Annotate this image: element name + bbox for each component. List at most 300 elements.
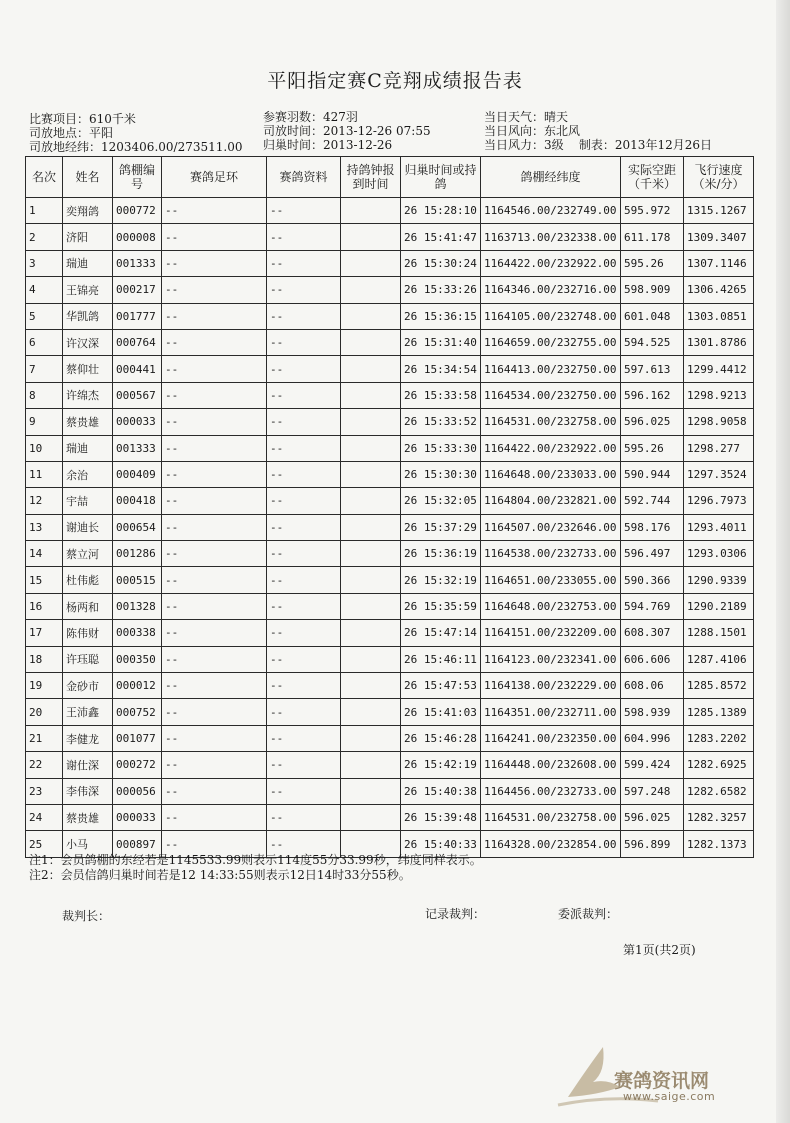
cell-clock-time (341, 488, 401, 514)
cell-distance: 596.162 (621, 382, 684, 408)
cell-rank: 5 (26, 303, 63, 329)
cell-loft-coords: 1164422.00/232922.00 (481, 435, 621, 461)
cell-rank: 20 (26, 699, 63, 725)
cell-clock-time (341, 620, 401, 646)
cell-pigeon-info: -- (267, 329, 341, 355)
cell-distance: 594.525 (621, 329, 684, 355)
cell-distance: 596.025 (621, 804, 684, 830)
cell-name: 陈伟财 (63, 620, 113, 646)
cell-return-time: 26 15:33:26 (401, 277, 481, 303)
cell-loft-id: 000033 (113, 804, 162, 830)
cell-speed: 1306.4265 (684, 277, 754, 303)
table-row (26, 198, 754, 224)
cell-clock-time (341, 725, 401, 751)
table-row (26, 620, 754, 646)
cell-loft-id: 000654 (113, 514, 162, 540)
cell-name: 奕翔鸽 (63, 198, 113, 224)
cell-distance: 596.899 (621, 831, 684, 857)
page-number: 第1页(共2页) (623, 943, 696, 957)
cell-clock-time (341, 382, 401, 408)
cell-loft-id: 000772 (113, 198, 162, 224)
cell-distance: 606.606 (621, 646, 684, 672)
cell-return-time: 26 15:36:15 (401, 303, 481, 329)
cell-clock-time (341, 224, 401, 250)
cell-loft-id: 000033 (113, 409, 162, 435)
cell-distance: 598.909 (621, 277, 684, 303)
cell-rank: 4 (26, 277, 63, 303)
footnotes (29, 853, 482, 883)
cell-pigeon-info: -- (267, 831, 341, 857)
cell-speed: 1293.4011 (684, 514, 754, 540)
cell-name: 谢迪长 (63, 514, 113, 540)
meta-event: 比赛项目：610千米 (29, 112, 136, 126)
cell-speed: 1309.3407 (684, 224, 754, 250)
cell-loft-coords: 1164648.00/233033.00 (481, 461, 621, 487)
meta-entries: 参赛羽数：427羽 (263, 110, 358, 124)
cell-speed: 1285.8572 (684, 673, 754, 699)
cell-loft-coords: 1164241.00/232350.00 (481, 725, 621, 751)
column-header: 持鸽钟报到时间 (341, 157, 401, 198)
cell-name: 蔡贵雄 (63, 409, 113, 435)
table-row (26, 303, 754, 329)
cell-distance: 595.972 (621, 198, 684, 224)
cell-pigeon-info: -- (267, 277, 341, 303)
cell-loft-coords: 1164507.00/232646.00 (481, 514, 621, 540)
cell-ring: -- (162, 673, 267, 699)
meta-made-date: 制表：2013年12月26日 (578, 138, 712, 152)
cell-name: 谢仕深 (63, 752, 113, 778)
cell-rank: 6 (26, 329, 63, 355)
cell-name: 华凯鸽 (63, 303, 113, 329)
cell-loft-id: 000350 (113, 646, 162, 672)
cell-ring: -- (162, 382, 267, 408)
cell-return-time: 26 15:40:33 (401, 831, 481, 857)
cell-ring: -- (162, 804, 267, 830)
cell-loft-id: 000764 (113, 329, 162, 355)
cell-pigeon-info: -- (267, 514, 341, 540)
cell-clock-time (341, 567, 401, 593)
cell-return-time: 26 15:46:28 (401, 725, 481, 751)
cell-clock-time (341, 329, 401, 355)
cell-speed: 1296.7973 (684, 488, 754, 514)
column-header: 鸽棚经纬度 (481, 157, 621, 198)
cell-rank: 24 (26, 804, 63, 830)
column-header: 归巢时间或持鸽 (401, 157, 481, 198)
cell-name: 蔡仰壮 (63, 356, 113, 382)
cell-loft-id: 001333 (113, 250, 162, 276)
results-table (25, 156, 754, 858)
cell-pigeon-info: -- (267, 382, 341, 408)
cell-return-time: 26 15:33:58 (401, 382, 481, 408)
table-row (26, 488, 754, 514)
cell-pigeon-info: -- (267, 567, 341, 593)
cell-return-time: 26 15:46:11 (401, 646, 481, 672)
table-row (26, 541, 754, 567)
cell-pigeon-info: -- (267, 646, 341, 672)
cell-name: 李健龙 (63, 725, 113, 751)
cell-speed: 1290.9339 (684, 567, 754, 593)
cell-speed: 1298.9213 (684, 382, 754, 408)
cell-rank: 16 (26, 593, 63, 619)
table-row (26, 356, 754, 382)
cell-rank: 11 (26, 461, 63, 487)
cell-clock-time (341, 673, 401, 699)
cell-clock-time (341, 461, 401, 487)
report-title: 平阳指定赛C竞翔成绩报告表 (267, 70, 523, 92)
cell-distance: 594.769 (621, 593, 684, 619)
cell-name: 蔡立河 (63, 541, 113, 567)
cell-name: 金砂市 (63, 673, 113, 699)
cell-distance: 598.939 (621, 699, 684, 725)
cell-loft-coords: 1164804.00/232821.00 (481, 488, 621, 514)
cell-ring: -- (162, 725, 267, 751)
cell-loft-coords: 1164138.00/232229.00 (481, 673, 621, 699)
table-row (26, 435, 754, 461)
cell-ring: -- (162, 356, 267, 382)
column-header: 实际空距（千米） (621, 157, 684, 198)
cell-loft-coords: 1164648.00/232753.00 (481, 593, 621, 619)
cell-ring: -- (162, 435, 267, 461)
footnote-2: 注2：会员信鸽归巢时间若是12 14:33:55则表示12日14时33分55秒。 (29, 868, 411, 882)
cell-loft-coords: 1164534.00/232750.00 (481, 382, 621, 408)
cell-speed: 1290.2189 (684, 593, 754, 619)
table-row (26, 514, 754, 540)
cell-speed: 1282.6925 (684, 752, 754, 778)
cell-return-time: 26 15:36:19 (401, 541, 481, 567)
cell-distance: 595.26 (621, 435, 684, 461)
record-judge-label: 记录裁判： (425, 907, 486, 921)
cell-name: 许绵杰 (63, 382, 113, 408)
footnote-1: 注1：会员鸽棚的东经若是1145533.99则表示114度55分33.99秒，纬度同样表示。 (29, 853, 482, 867)
cell-pigeon-info: -- (267, 303, 341, 329)
cell-loft-coords: 1163713.00/232338.00 (481, 224, 621, 250)
cell-speed: 1285.1389 (684, 699, 754, 725)
cell-rank: 2 (26, 224, 63, 250)
cell-name: 瑞迪 (63, 435, 113, 461)
cell-pigeon-info: -- (267, 250, 341, 276)
cell-distance: 590.944 (621, 461, 684, 487)
cell-loft-coords: 1164346.00/232716.00 (481, 277, 621, 303)
cell-name: 王锦亮 (63, 277, 113, 303)
table-row (26, 567, 754, 593)
cell-rank: 3 (26, 250, 63, 276)
cell-loft-coords: 1164123.00/232341.00 (481, 646, 621, 672)
cell-pigeon-info: -- (267, 725, 341, 751)
table-row (26, 224, 754, 250)
cell-ring: -- (162, 620, 267, 646)
table-row (26, 646, 754, 672)
cell-ring: -- (162, 646, 267, 672)
cell-speed: 1301.8786 (684, 329, 754, 355)
cell-rank: 15 (26, 567, 63, 593)
cell-ring: -- (162, 277, 267, 303)
cell-distance: 597.613 (621, 356, 684, 382)
cell-clock-time (341, 303, 401, 329)
watermark-url: www.saige.com (623, 1090, 716, 1103)
cell-name: 小马 (63, 831, 113, 857)
cell-loft-coords: 1164531.00/232758.00 (481, 409, 621, 435)
cell-ring: -- (162, 488, 267, 514)
cell-return-time: 26 15:30:24 (401, 250, 481, 276)
column-header: 姓名 (63, 157, 113, 198)
cell-ring: -- (162, 409, 267, 435)
cell-loft-id: 000752 (113, 699, 162, 725)
table-row (26, 699, 754, 725)
cell-speed: 1298.277 (684, 435, 754, 461)
meta-col-right (484, 110, 712, 152)
cell-loft-coords: 1164538.00/232733.00 (481, 541, 621, 567)
cell-distance: 592.744 (621, 488, 684, 514)
cell-pigeon-info: -- (267, 461, 341, 487)
cell-clock-time (341, 356, 401, 382)
cell-rank: 10 (26, 435, 63, 461)
cell-rank: 17 (26, 620, 63, 646)
cell-ring: -- (162, 567, 267, 593)
cell-ring: -- (162, 541, 267, 567)
cell-rank: 9 (26, 409, 63, 435)
cell-rank: 12 (26, 488, 63, 514)
cell-distance: 598.176 (621, 514, 684, 540)
cell-loft-id: 001333 (113, 435, 162, 461)
cell-distance: 597.248 (621, 778, 684, 804)
column-header: 鸽棚编号 (113, 157, 162, 198)
cell-rank: 14 (26, 541, 63, 567)
cell-distance: 596.025 (621, 409, 684, 435)
cell-ring: -- (162, 593, 267, 619)
cell-loft-coords: 1164531.00/232758.00 (481, 804, 621, 830)
cell-ring: -- (162, 329, 267, 355)
cell-loft-id: 000012 (113, 673, 162, 699)
cell-distance: 604.996 (621, 725, 684, 751)
cell-loft-id: 000567 (113, 382, 162, 408)
cell-speed: 1297.3524 (684, 461, 754, 487)
cell-distance: 599.424 (621, 752, 684, 778)
cell-rank: 23 (26, 778, 63, 804)
table-row (26, 250, 754, 276)
cell-loft-coords: 1164546.00/232749.00 (481, 198, 621, 224)
cell-loft-coords: 1164448.00/232608.00 (481, 752, 621, 778)
cell-loft-id: 001328 (113, 593, 162, 619)
table-row (26, 804, 754, 830)
table-row (26, 778, 754, 804)
cell-ring: -- (162, 831, 267, 857)
cell-loft-id: 000409 (113, 461, 162, 487)
column-header: 赛鸽资料 (267, 157, 341, 198)
cell-name: 王沛鑫 (63, 699, 113, 725)
cell-loft-id: 001777 (113, 303, 162, 329)
cell-loft-coords: 1164351.00/232711.00 (481, 699, 621, 725)
chief-judge-label: 裁判长： (62, 909, 111, 923)
cell-return-time: 26 15:42:19 (401, 752, 481, 778)
cell-pigeon-info: -- (267, 804, 341, 830)
table-row (26, 673, 754, 699)
cell-return-time: 26 15:33:52 (401, 409, 481, 435)
cell-rank: 22 (26, 752, 63, 778)
meta-release-coords: 司放地经纬：1203406.00/273511.00 (29, 140, 243, 154)
cell-loft-coords: 1164105.00/232748.00 (481, 303, 621, 329)
cell-loft-id: 000272 (113, 752, 162, 778)
cell-name: 蔡贵雄 (63, 804, 113, 830)
cell-rank: 13 (26, 514, 63, 540)
cell-speed: 1282.1373 (684, 831, 754, 857)
cell-speed: 1293.0306 (684, 541, 754, 567)
cell-name: 瑞迪 (63, 250, 113, 276)
cell-distance: 595.26 (621, 250, 684, 276)
table-row (26, 409, 754, 435)
cell-return-time: 26 15:37:29 (401, 514, 481, 540)
cell-loft-id: 000441 (113, 356, 162, 382)
cell-return-time: 26 15:28:10 (401, 198, 481, 224)
cell-clock-time (341, 250, 401, 276)
cell-pigeon-info: -- (267, 541, 341, 567)
cell-speed: 1287.4106 (684, 646, 754, 672)
table-row (26, 725, 754, 751)
cell-loft-coords: 1164328.00/232854.00 (481, 831, 621, 857)
cell-speed: 1303.0851 (684, 303, 754, 329)
cell-return-time: 26 15:41:03 (401, 699, 481, 725)
cell-return-time: 26 15:34:54 (401, 356, 481, 382)
meta-release-location: 司放地点：平阳 (29, 126, 114, 140)
cell-name: 杨两和 (63, 593, 113, 619)
table-row (26, 752, 754, 778)
cell-clock-time (341, 593, 401, 619)
table-row (26, 593, 754, 619)
cell-distance: 608.06 (621, 673, 684, 699)
meta-col-middle (263, 110, 431, 152)
cell-ring: -- (162, 198, 267, 224)
meta-weather: 当日天气：晴天 (484, 110, 569, 124)
cell-name: 余治 (63, 461, 113, 487)
meta-release-time: 司放时间：2013-12-26 07:55 (263, 124, 431, 138)
cell-pigeon-info: -- (267, 673, 341, 699)
cell-name: 济阳 (63, 224, 113, 250)
table-row (26, 277, 754, 303)
cell-return-time: 26 15:30:30 (401, 461, 481, 487)
cell-return-time: 26 15:47:53 (401, 673, 481, 699)
meta-wind-direction: 当日风向：东北风 (484, 124, 581, 138)
cell-speed: 1298.9058 (684, 409, 754, 435)
table-header-row (26, 157, 754, 198)
table-row (26, 382, 754, 408)
table-row (26, 461, 754, 487)
cell-speed: 1288.1501 (684, 620, 754, 646)
cell-distance: 596.497 (621, 541, 684, 567)
cell-ring: -- (162, 461, 267, 487)
cell-loft-coords: 1164651.00/233055.00 (481, 567, 621, 593)
cell-rank: 21 (26, 725, 63, 751)
cell-ring: -- (162, 303, 267, 329)
cell-clock-time (341, 778, 401, 804)
cell-name: 许珏聪 (63, 646, 113, 672)
cell-loft-id: 000515 (113, 567, 162, 593)
cell-pigeon-info: -- (267, 435, 341, 461)
cell-speed: 1299.4412 (684, 356, 754, 382)
cell-pigeon-info: -- (267, 620, 341, 646)
column-header: 名次 (26, 157, 63, 198)
cell-ring: -- (162, 752, 267, 778)
cell-clock-time (341, 514, 401, 540)
cell-ring: -- (162, 250, 267, 276)
cell-ring: -- (162, 699, 267, 725)
meta-return-time: 归巢时间：2013-12-26 (263, 138, 393, 152)
cell-return-time: 26 15:31:40 (401, 329, 481, 355)
cell-loft-id: 000338 (113, 620, 162, 646)
cell-loft-coords: 1164456.00/232733.00 (481, 778, 621, 804)
cell-distance: 601.048 (621, 303, 684, 329)
cell-speed: 1315.1267 (684, 198, 754, 224)
cell-return-time: 26 15:35:59 (401, 593, 481, 619)
cell-return-time: 26 15:33:30 (401, 435, 481, 461)
cell-ring: -- (162, 778, 267, 804)
cell-name: 杜伟彪 (63, 567, 113, 593)
cell-pigeon-info: -- (267, 699, 341, 725)
cell-pigeon-info: -- (267, 356, 341, 382)
column-header: 飞行速度（米/分） (684, 157, 754, 198)
cell-name: 宇喆 (63, 488, 113, 514)
cell-rank: 7 (26, 356, 63, 382)
cell-rank: 25 (26, 831, 63, 857)
cell-return-time: 26 15:32:05 (401, 488, 481, 514)
meta-wind-force: 当日风力：3级 (484, 138, 564, 152)
cell-loft-coords: 1164151.00/232209.00 (481, 620, 621, 646)
table-row (26, 329, 754, 355)
cell-loft-id: 000008 (113, 224, 162, 250)
cell-speed: 1282.6582 (684, 778, 754, 804)
cell-clock-time (341, 435, 401, 461)
cell-pigeon-info: -- (267, 224, 341, 250)
cell-rank: 19 (26, 673, 63, 699)
cell-return-time: 26 15:47:14 (401, 620, 481, 646)
cell-distance: 608.307 (621, 620, 684, 646)
cell-pigeon-info: -- (267, 409, 341, 435)
cell-loft-id: 001286 (113, 541, 162, 567)
cell-name: 许汉深 (63, 329, 113, 355)
cell-pigeon-info: -- (267, 488, 341, 514)
cell-distance: 611.178 (621, 224, 684, 250)
assigned-judge-label: 委派裁判： (558, 907, 619, 921)
cell-clock-time (341, 541, 401, 567)
cell-name: 李伟深 (63, 778, 113, 804)
cell-return-time: 26 15:40:38 (401, 778, 481, 804)
column-header: 赛鸽足环 (162, 157, 267, 198)
cell-clock-time (341, 198, 401, 224)
cell-distance: 590.366 (621, 567, 684, 593)
page-edge-shadow (776, 0, 790, 1123)
cell-pigeon-info: -- (267, 778, 341, 804)
cell-return-time: 26 15:39:48 (401, 804, 481, 830)
cell-speed: 1307.1146 (684, 250, 754, 276)
cell-ring: -- (162, 514, 267, 540)
cell-clock-time (341, 752, 401, 778)
cell-ring: -- (162, 224, 267, 250)
cell-rank: 8 (26, 382, 63, 408)
cell-loft-id: 000217 (113, 277, 162, 303)
cell-return-time: 26 15:32:19 (401, 567, 481, 593)
cell-speed: 1282.3257 (684, 804, 754, 830)
cell-speed: 1283.2202 (684, 725, 754, 751)
cell-loft-coords: 1164422.00/232922.00 (481, 250, 621, 276)
cell-loft-coords: 1164413.00/232750.00 (481, 356, 621, 382)
cell-loft-id: 001077 (113, 725, 162, 751)
cell-pigeon-info: -- (267, 198, 341, 224)
cell-loft-coords: 1164659.00/232755.00 (481, 329, 621, 355)
cell-pigeon-info: -- (267, 593, 341, 619)
cell-clock-time (341, 409, 401, 435)
cell-pigeon-info: -- (267, 752, 341, 778)
cell-loft-id: 000897 (113, 831, 162, 857)
cell-clock-time (341, 646, 401, 672)
cell-return-time: 26 15:41:47 (401, 224, 481, 250)
